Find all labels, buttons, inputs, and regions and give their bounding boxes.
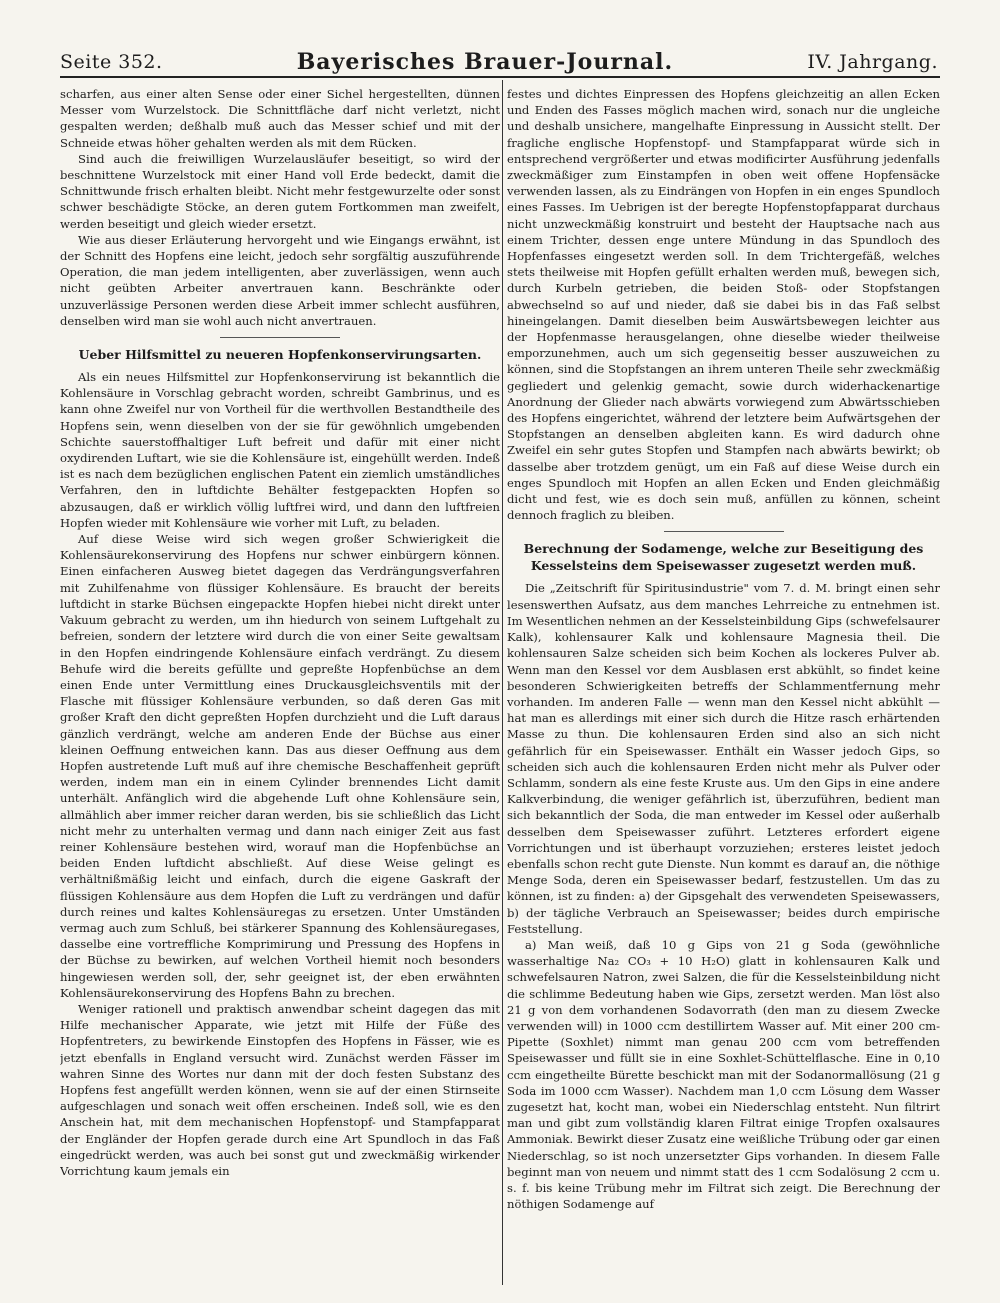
column-divider [502, 80, 503, 1285]
paragraph: Als ein neues Hilfsmittel zur Hopfenkonservirung ist bekanntlich die Kohlensäure in Vorschlag gebracht worden, schreibt Gambrinus, und es kann ohne Zweifel nur von Vortheil für die werthvollen Bestandtheile des Hopfens sein, wenn dieselben von der sie für gewöhnlich umgebenden Schichte sauerstoffhaltiger Luft befreit und dafür mit einer nicht oxydirenden Luftart, wie sie die Kohlensäure ist, eingehüllt werden. Indeß ist es nach dem bezüglichen englischen Patent ein ziemlich umständliches Verfahren, den in luftdichte Behälter festgepackten Hopfen so abzusaugen, daß er wirklich völlig luftfrei wird, und dann den luftfreien Hopfen wieder mit Kohlensäure wie vorher mit Luft, zu beladen. [60, 370, 500, 530]
article-heading: Ueber Hilfsmittel zu neueren Hopfenkonservirungsarten. [78, 347, 482, 363]
journal-title: Bayerisches Brauer-Journal. [296, 49, 674, 75]
header-rule [60, 76, 940, 78]
paragraph: Die „Zeitschrift für Spiritusindustrie" vom 7. d. M. bringt einen sehr lesenswerthen Aufsatz, aus dem manches Lehrreiche zu entnehmen ist. Im Wesentlichen nehmen an der Kesselsteinbildung Gips (schwefelsaurer Kalk), kohlensaurer Kalk und kohlensaure Magnesia theil. Die kohlensauren Salze scheiden sich beim Kochen als lockeres Pulver ab. Wenn man den Kessel vor dem Ausblasen erst abkühlt, so findet keine besonderen Schwierigkeiten betreffs der Schlammentfernung mehr vorhanden. Im anderen Falle — wenn man den Kessel nicht abkühlt — hat man es allerdings mit einer sich durch die Hitze rasch erhärtenden Masse zu thun. Die kohlensauren Erden sind also an sich nicht gefährlich für ein Speisewasser. Enthält ein Wasser jedoch Gips, so scheiden sich auch die kohlensauren Erden nicht mehr als Pulver oder Schlamm, sondern als eine feste Kruste aus. Um den Gips in eine andere Kalkverbindung, die weniger gefährlich ist, überzuführen, bedient man sich bekanntlich der Soda, die man entweder im Kessel oder außerhalb desselben dem Speisewasser zuführt. Letzteres erfordert eigene Vorrichtungen und ist überhaupt vorzuziehen; ersteres leistet jedoch ebenfalls schon recht gute Dienste. Nun kommt es darauf an, die nöthige Menge Soda, deren ein Speisewasser bedarf, festzustellen. Um das zu können, ist zu finden: a) der Gipsgehalt des verwendeten Speisewassers, b) der tägliche Verbrauch an Speisewasser; beides durch empirische Feststellung. [507, 581, 940, 936]
article-heading: Berechnung der Sodamenge, welche zur Beseitigung des Kesselsteins dem Speisewasser zugesetzt werden muß. [523, 541, 924, 574]
volume-label: IV. Jahrgang. [807, 51, 938, 73]
section-separator [664, 531, 784, 532]
paragraph: Weniger rationell und praktisch anwendbar scheint dagegen das mit Hilfe mechanischer Apparate, wie jetzt mit Hilfe der Füße des Hopfentreters, zu bewirkende Einstopfen des Hopfens in Fässer, wie es jetzt ebenfalls in England versucht wird. Zunächst werden Fässer im wahren Sinne des Wortes nur dann mit der doch festen Substanz des Hopfens fest angefüllt werden können, wenn sie auf der einen Stirnseite aufgeschlagen und sonach weit offen erscheinen. Indeß soll, wie es den Anschein hat, mit dem mechanischen Hopfenstopf- und Stampfapparat der Engländer der Hopfen gerade durch eine Art Spundloch in das Faß eingedrückt werden, was auch bei sonst gut und zweckmäßig wirkender Vorrichtung kaum jemals ein [60, 1001, 500, 1178]
paragraph: Sind auch die freiwilligen Wurzelausläufer beseitigt, so wird der beschnittene Wurzelstock mit einer Hand voll Erde bedeckt, damit die Schnittwunde frisch erhalten bleibt. Nicht mehr festgewurzelte oder sonst schwer beschädigte Stöcke, an deren gutem Fortkommen man zweifelt, werden beseitigt und gleich wieder ersetzt. [60, 151, 500, 231]
left-column [60, 86, 500, 1286]
section-separator [220, 337, 340, 338]
page-number: Seite 352. [60, 51, 163, 73]
paragraph: Wie aus dieser Erläuterung hervorgeht und wie Eingangs erwähnt, ist der Schnitt des Hopfens eine leicht, jedoch sehr sorgfältig auszuführende Operation, die man jedem intelligenten, aber zuverlässigen, wenn auch nicht geübten Arbeiter anvertrauen kann. Beschränkte oder unzuverlässige Personen werden diese Arbeit immer schlecht ausführen, denselben wird man sie wohl auch nicht anvertrauen. [60, 232, 500, 328]
paragraph: festes und dichtes Einpressen des Hopfens gleichzeitig an allen Ecken und Enden des Fasses möglich machen wird, sonach nur die ungleiche und deshalb unsichere, mangelhafte Einpressung in Aussicht stellt. Der fragliche englische Hopfenstopf- und Stampfapparat würde sich in entsprechend vergrößerter und etwas modificirter Ausführung jedenfalls zweckmäßiger zum Einstampfen in oben weit offene Hopfensäcke verwenden lassen, als zu Eindrängen von Hopfen in ein enges Spundloch eines Fasses. Im Uebrigen ist der beregte Hopfenstopfapparat durchaus nicht unzweckmäßig konstruirt und besteht der Hauptsache nach aus einem Trichter, dessen enge untere Mündung in das Spundloch des Hopfenfasses eingesetzt werden soll. In dem Trichtergefäß, welches stets theilweise mit Hopfen gefüllt erhalten werden muß, bewegen sich, durch Kurbeln getrieben, die beiden Stoß- oder Stopfstangen abwechselnd so auf und nieder, daß sie dabei bis in das Faß selbst hineingelangen. Damit dieselben beim Auswärtsbewegen leichter aus der Hopfenmasse herausgelangen, ohne dieselbe wieder theilweise emporzunehmen, auch um sich gegenseitig besser auszuweichen zu können, sind die Stopfstangen an ihrem unteren Theile sehr zweckmäßig gegliedert und gelenkig gemacht, sowie durch widerhackenartige Anordnung der Glieder nach abwärts vorwiegend zum Abwärtsschieben des Hopfens eingerichtet, während der letztere beim Aufwärtsgehen der Stopfstangen an denselben abgleiten kann. Es wird dadurch ohne Zweifel ein sehr gutes Stopfen und Stampfen nach abwärts bewirkt; ob dasselbe aber trotzdem genügt, um ein Faß auf diese Weise durch ein enges Spundloch mit Hopfen an allen Ecken und Enden gleichmäßig dicht und fest, wie es doch sein muß, anfüllen zu können, scheint dennoch fraglich zu bleiben. [507, 87, 940, 523]
paragraph: Auf diese Weise wird sich wegen großer Schwierigkeit die Kohlensäurekonservirung des Hopfens nur schwer einbürgern können. Einen einfacheren Ausweg bietet dagegen das Verdrängungsverfahren mit Zuhilfenahme von flüssiger Kohlensäure. Es braucht der bereits luftdicht in starke Büchsen eingepackte Hopfen hiebei nicht direkt unter Vakuum gebracht zu werden, um ihn hiedurch von seinem Luftgehalt zu befreien, sondern der letztere wird durch die von einer Seite gewaltsam in den Hopfen eindringende Kohlensäure einfach verdrängt. Zu diesem Behufe wird die bereits gefüllte und gepreßte Hopfenbüchse an dem einen Ende unter Vermittlung eines Druckausgleichsventils mit der Flasche mit flüssiger Kohlensäure verbunden, so daß deren Gas mit großer Kraft den dicht gepreßten Hopfen durchzieht und die Luft daraus gänzlich verdrängt, welche am anderen Ende der Büchse aus einer kleinen Oeffnung entweichen kann. Das aus dieser Oeffnung aus dem Hopfen austretende Luft muß auf ihre chemische Beschaffenheit geprüft werden, indem man ein in einem Cylinder brennendes Licht damit unterhält. Anfänglich wird die abgehende Luft ohne Kohlensäure sein, allmählich aber immer reicher daran werden, bis sie schließlich das Licht nicht mehr zu unterhalten vermag und dann nach einiger Zeit aus fast reiner Kohlensäure bestehen wird, worauf man die Hopfenbüchse an beiden Enden luftdicht abschließt. Auf diese Weise gelingt es verhältnißmäßig leicht und einfach, durch die eigene Gaskraft der flüssigen Kohlensäure aus dem Hopfen die Luft zu verdrängen und dafür durch reines und kaltes Kohlensäuregas zu ersetzen. Unter Umständen vermag auch zum Schluß, bei stärkerer Spannung des Kohlensäuregases, dasselbe eine vortreffliche Komprimirung und Pressung des Hopfens in der Büchse zu bewirken, auf welchen Vortheil hiemit noch besonders hingewiesen werden soll, der, sehr geeignet ist, der eben erwähnten Kohlensäurekonservirung des Hopfens Bahn zu brechen. [60, 532, 500, 1000]
paragraph: scharfen, aus einer alten Sense oder einer Sichel hergestellten, dünnen Messer vom Wurzelstock. Die Schnittfläche darf nicht verletzt, nicht gespalten werden; deßhalb muß auch das Messer schief und mit der Schneide etwas höher gehalten werden als mit dem Rücken. [60, 87, 500, 150]
right-column [507, 86, 940, 1286]
paragraph: a) Man weiß, daß 10 g Gips von 21 g Soda (gewöhnliche wasserhaltige Na₂ CO₃ + 10 H₂O) glatt in kohlensauren Kalk und schwefelsauren Natron, zwei Salzen, die für die Kesselsteinbildung nicht die schlimme Bedeutung haben wie Gips, zersetzt werden. Man löst also 21 g von dem vorhandenen Sodavorrath (den man zu diesem Zwecke verwenden will) in 1000 ccm destillirtem Wasser auf. Mit einer 200 cm-Pipette (Soxhlet) nimmt man genau 200 ccm vom betreffenden Speisewasser und füllt sie in eine Soxhlet-Schüttelflasche. Eine in 0,10 ccm eingetheilte Bürette beschickt man mit der Sodanormallösung (21 g Soda im 1000 ccm Wasser). Nachdem man 1,0 ccm Lösung dem Wasser zugesetzt hat, kocht man, wobei ein Niederschlag entsteht. Nun filtrirt man und gibt zum vollständig klaren Filtrat einige Tropfen oxalsaures Ammoniak. Bewirkt dieser Zusatz eine weißliche Trübung oder gar einen Niederschlag, so ist noch unzersetzter Gips vorhanden. In diesem Falle beginnt man von neuem und nimmt statt des 1 ccm Sodalösung 2 ccm u. s. f. bis keine Trübung mehr im Filtrat sich zeigt. Die Berechnung der nöthigen Sodamenge auf [507, 937, 940, 1212]
